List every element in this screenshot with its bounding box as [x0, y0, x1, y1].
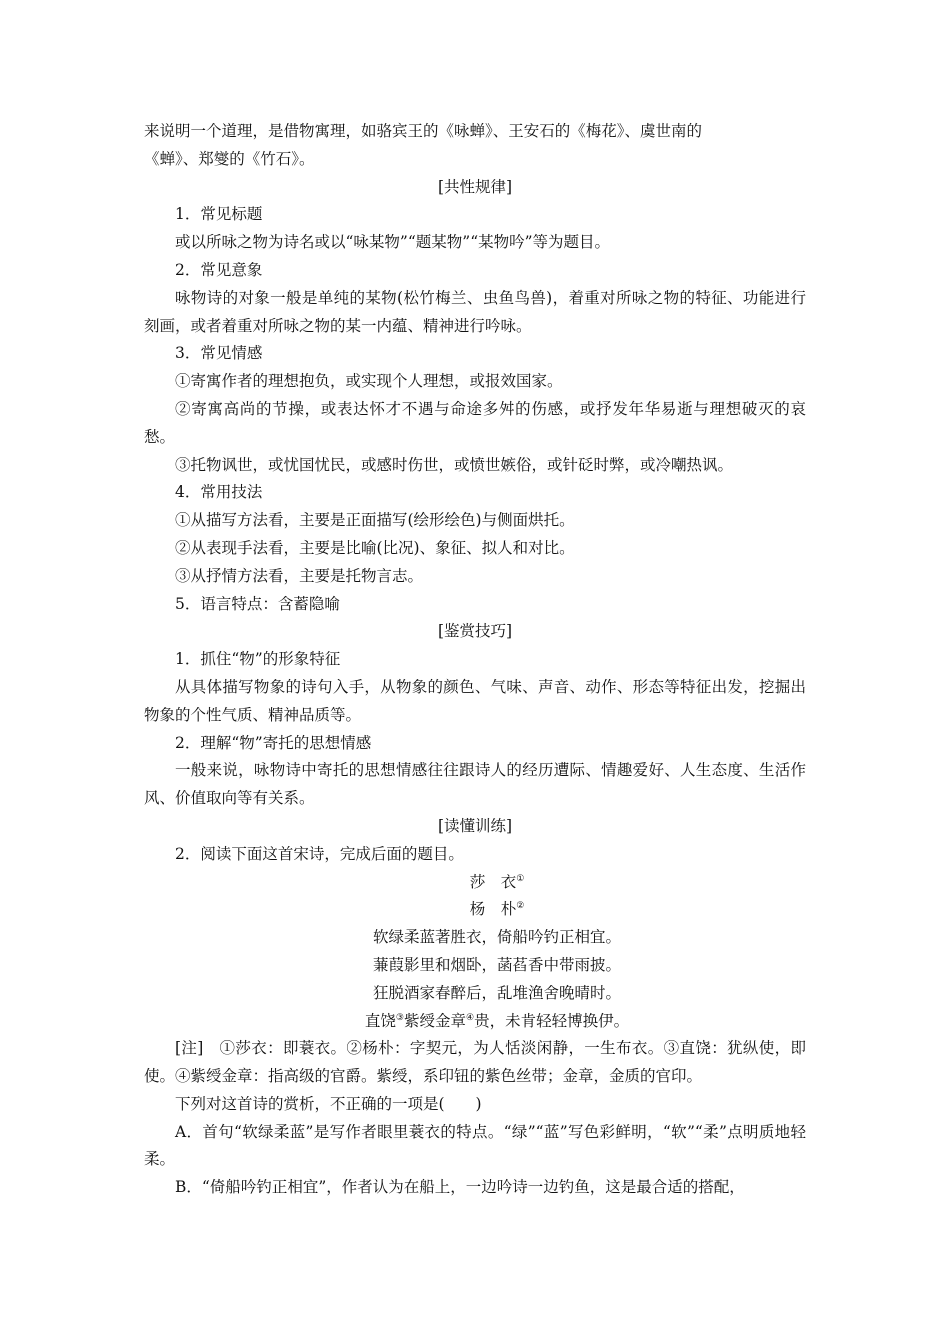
poem-line-3: 狂脱酒家春醉后，乱堆渔舍晚晴时。: [372, 983, 621, 1002]
subheading-appreciation-2: 2．理解“物”寄托的思想情感: [175, 733, 372, 752]
subheading-common-emotion: 3．常见情感: [175, 344, 263, 363]
paragraph-common-imagery: 咏物诗的对象一般是单纯的某物(松竹梅兰、虫鱼鸟兽)，着重对所咏之物的特征、功能进行刻画，或者着重对所咏之物的某一内蕴、精神进行吟咏。: [144, 288, 806, 335]
section-heading-appreciation: [鉴赏技巧]: [437, 622, 513, 641]
poem-author-text: 杨 朴: [469, 900, 517, 919]
paragraph-appreciation-2: 一般来说，咏物诗中寄托的思想情感往往跟诗人的经历遭际、情趣爱好、人生态度、生活作风、价值取向等有关系。: [144, 761, 806, 808]
section-heading-training: [读懂训练]: [437, 816, 513, 835]
footnote-marker: ②: [516, 901, 525, 912]
subheading-common-imagery: 2．常见意象: [175, 260, 263, 279]
intro-line-2: 《蝉》、郑燮的《竹石》。: [144, 149, 315, 168]
option-b: B．“倚船吟钓正相宜”，作者认为在船上，一边吟诗一边钓鱼，这是最合适的搭配，: [175, 1178, 745, 1197]
poem-notes: [注] ①莎衣：即蓑衣。②杨朴：字契元，为人恬淡闲静，一生布衣。③直饶：犹纵使，即使。④紫绶金章：指高级的官爵。紫绶，系印钮的紫色丝带；金章，金质的官印。: [144, 1039, 806, 1086]
poem-line-4-part-c: 贵，未肯轻轻博换伊。: [474, 1011, 630, 1030]
poem-line-4-part-a: 直饶: [364, 1011, 396, 1030]
emotion-item-2: ②寄寓高尚的节操，或表达怀才不遇与命途多舛的伤感，或抒发年华易逝与理想破灭的哀愁。: [144, 399, 806, 446]
poem-title: [144, 869, 806, 897]
poem-title-text: 莎 衣: [469, 872, 517, 891]
subheading-common-language: 5．语言特点：含蓄隐喻: [175, 594, 340, 613]
emotion-item-1: ①寄寓作者的理想抱负，或实现个人理想，或报效国家。: [175, 372, 563, 391]
technique-item-2: ②从表现手法看，主要是比喻(比况)、象征、拟人和对比。: [175, 538, 575, 557]
poem-author: [144, 896, 806, 924]
paragraph-common-title: 或以所咏之物为诗名或以“咏某物”“题某物”“某物吟”等为题目。: [175, 233, 611, 252]
poem-line-4: [144, 1008, 806, 1036]
footnote-marker: ③: [395, 1012, 404, 1023]
question-stem: 下列对这首诗的赏析，不正确的一项是( ): [175, 1094, 482, 1113]
option-a: A．首句“软绿柔蓝”是写作者眼里蓑衣的特点。“绿”“蓝”写色彩鲜明，“软”“柔”点明质地轻柔。: [144, 1122, 806, 1169]
technique-item-3: ③从抒情方法看，主要是托物言志。: [175, 566, 424, 585]
poem-line-4-part-b: 紫绶金章: [403, 1011, 466, 1030]
section-heading-common: [共性规律]: [437, 177, 513, 196]
footnote-marker: ④: [466, 1012, 475, 1023]
poem-line-1: 软绿柔蓝著胜衣，倚船吟钓正相宜。: [372, 928, 621, 947]
subheading-common-title: 1．常见标题: [175, 205, 263, 224]
poem-line-2: 蒹葭影里和烟卧，菡萏香中带雨披。: [372, 955, 621, 974]
subheading-common-technique: 4．常用技法: [175, 483, 263, 502]
emotion-item-3: ③托物讽世，或忧国忧民，或感时伤世，或愤世嫉俗，或针砭时弊，或冷嘲热讽。: [175, 455, 734, 474]
footnote-marker: ①: [516, 873, 525, 884]
technique-item-1: ①从描写方法看，主要是正面描写(绘形绘色)与侧面烘托。: [175, 511, 575, 530]
question-intro: 2．阅读下面这首宋诗，完成后面的题目。: [175, 844, 464, 863]
subheading-appreciation-1: 1．抓住“物”的形象特征: [175, 650, 341, 669]
paragraph-appreciation-1: 从具体描写物象的诗句入手，从物象的颜色、气味、声音、动作、形态等特征出发，挖掘出物象的个性气质、精神品质等。: [144, 677, 806, 724]
page-content: [144, 118, 806, 1202]
intro-line-1: 来说明一个道理，是借物寓理，如骆宾王的《咏蝉》、王安石的《梅花》、虞世南的: [144, 122, 703, 140]
